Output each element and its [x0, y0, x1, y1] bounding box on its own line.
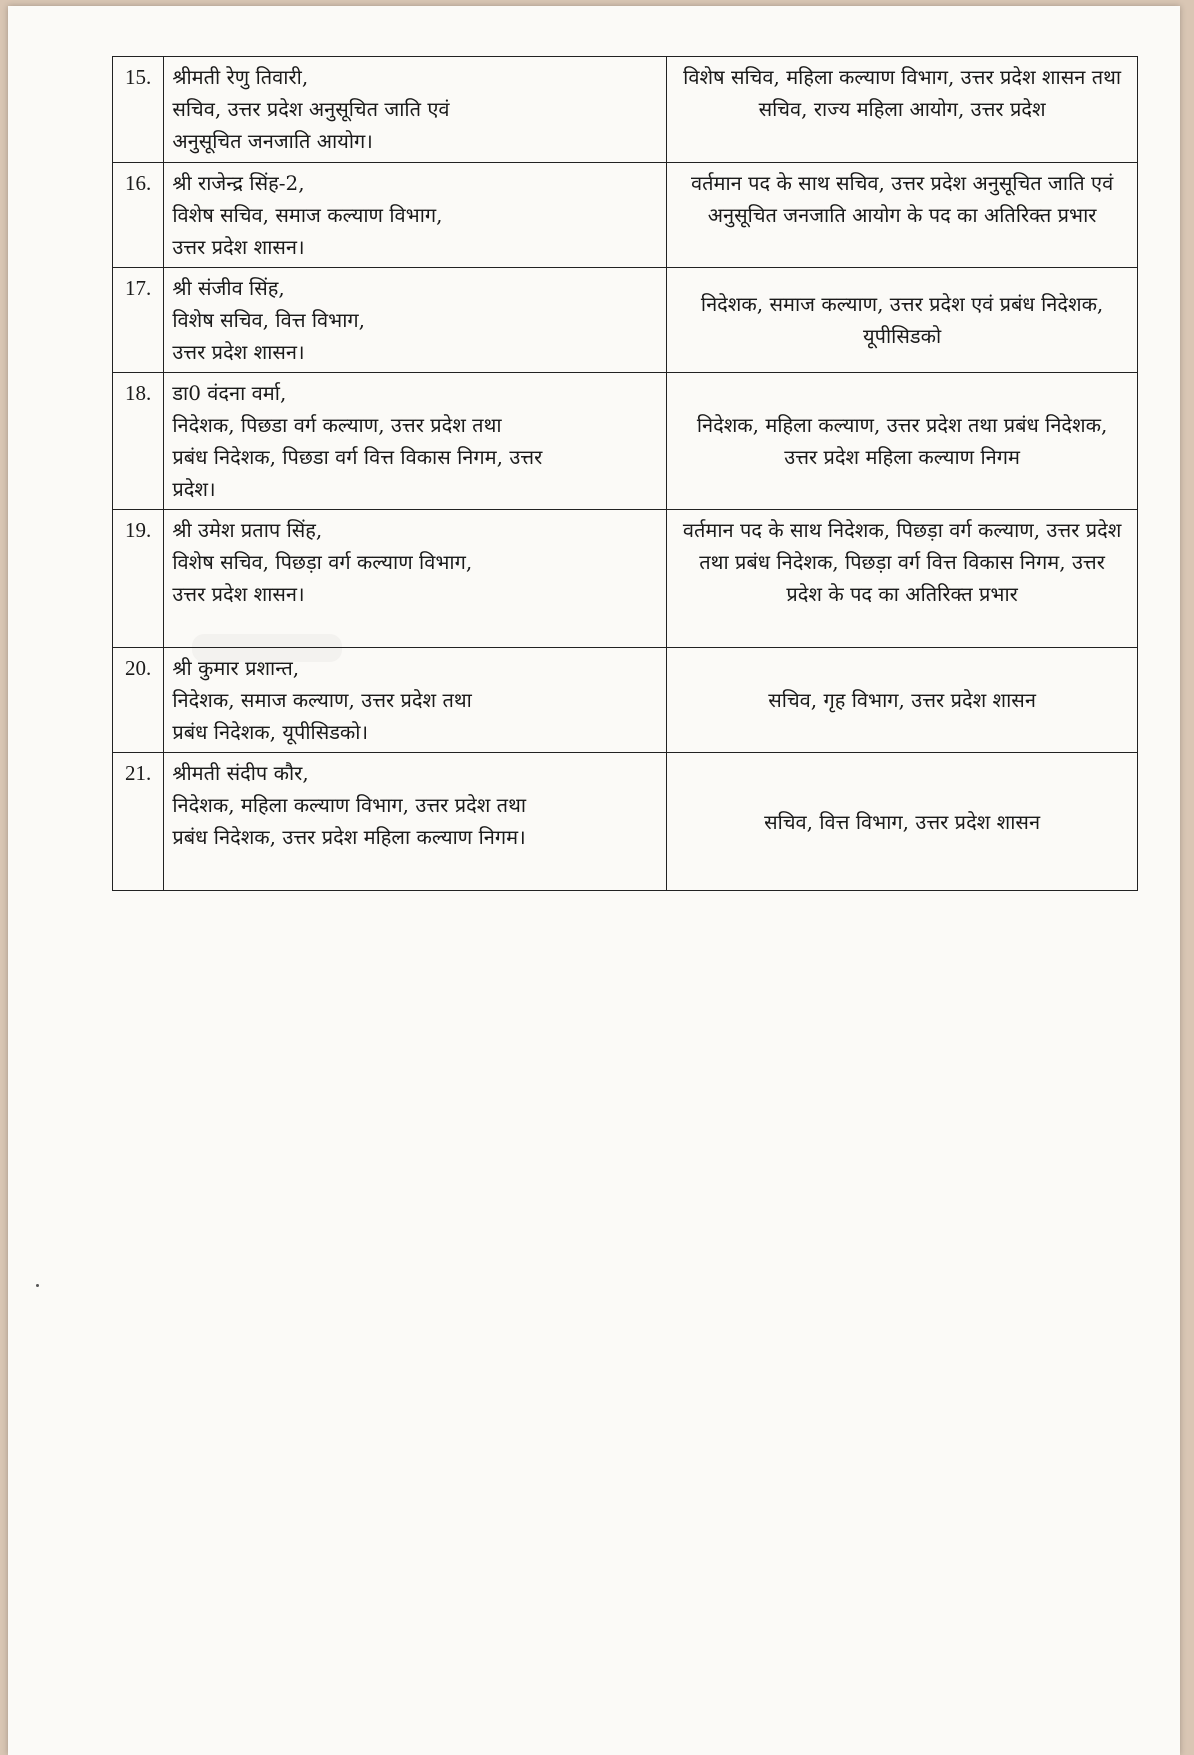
current-post-line: निदेशक, समाज कल्याण, उत्तर प्रदेश तथा — [172, 688, 472, 712]
serial-number: 15. — [113, 57, 164, 163]
current-post-cell — [164, 373, 667, 510]
officer-name: डा0 वंदना वर्मा, — [172, 381, 287, 405]
new-post-cell: निदेशक, समाज कल्याण, उत्तर प्रदेश एवं प्रबंध निदेशक, यूपीसिडको — [667, 268, 1138, 373]
officer-name: श्री राजेन्द्र सिंह-2, — [172, 171, 305, 195]
current-post-line: प्रबंध निदेशक, यूपीसिडको। — [172, 720, 369, 744]
officer-name: श्रीमती संदीप कौर, — [172, 761, 309, 785]
new-post-cell: सचिव, वित्त विभाग, उत्तर प्रदेश शासन — [667, 753, 1138, 891]
current-post-cell — [164, 648, 667, 753]
table-row — [113, 268, 1138, 373]
current-post-cell — [164, 268, 667, 373]
transfer-orders-table — [112, 56, 1138, 891]
officer-name: श्रीमती रेणु तिवारी, — [172, 65, 309, 89]
table-row — [113, 163, 1138, 268]
paper-speck — [36, 1284, 39, 1287]
table-row — [113, 648, 1138, 753]
new-post-cell: निदेशक, महिला कल्याण, उत्तर प्रदेश तथा प्रबंध निदेशक, उत्तर प्रदेश महिला कल्याण निगम — [667, 373, 1138, 510]
serial-number: 19. — [113, 510, 164, 648]
current-post-line: उत्तर प्रदेश शासन। — [172, 235, 305, 259]
new-post-cell: वर्तमान पद के साथ सचिव, उत्तर प्रदेश अनुसूचित जाति एवं अनुसूचित जनजाति आयोग के पद का अतिरिक्त प्रभार — [667, 163, 1138, 268]
serial-number: 20. — [113, 648, 164, 753]
new-post-cell: वर्तमान पद के साथ निदेशक, पिछड़ा वर्ग कल्याण, उत्तर प्रदेश तथा प्रबंध निदेशक, पिछड़ा वर्ग वित्त विकास निगम, उत्तर प्रदेश के पद का अतिरिक्त प्रभार — [667, 510, 1138, 648]
new-post-cell: विशेष सचिव, महिला कल्याण विभाग, उत्तर प्रदेश शासन तथा सचिव, राज्य महिला आयोग, उत्तर प्रदेश — [667, 57, 1138, 163]
current-post-line: निदेशक, महिला कल्याण विभाग, उत्तर प्रदेश तथा — [172, 793, 527, 817]
serial-number: 18. — [113, 373, 164, 510]
officer-name: श्री कुमार प्रशान्त, — [172, 656, 300, 680]
current-post-line: निदेशक, पिछडा वर्ग कल्याण, उत्तर प्रदेश तथा — [172, 413, 502, 437]
officer-name: श्री संजीव सिंह, — [172, 276, 285, 300]
current-post-line: प्रदेश। — [172, 477, 216, 501]
current-post-line: विशेष सचिव, वित्त विभाग, — [172, 308, 366, 332]
officer-name: श्री उमेश प्रताप सिंह, — [172, 518, 323, 542]
current-post-line: प्रबंध निदेशक, पिछडा वर्ग वित्त विकास निगम, उत्तर — [172, 445, 543, 469]
table-row — [113, 373, 1138, 510]
current-post-line: उत्तर प्रदेश शासन। — [172, 582, 305, 606]
current-post-line: उत्तर प्रदेश शासन। — [172, 340, 305, 364]
current-post-cell — [164, 57, 667, 163]
table-row — [113, 57, 1138, 163]
current-post-cell — [164, 753, 667, 891]
current-post-line: विशेष सचिव, पिछड़ा वर्ग कल्याण विभाग, — [172, 550, 473, 574]
current-post-line: सचिव, उत्तर प्रदेश अनुसूचित जाति एवं — [172, 97, 450, 121]
current-post-line: विशेष सचिव, समाज कल्याण विभाग, — [172, 203, 443, 227]
current-post-cell — [164, 163, 667, 268]
serial-number: 16. — [113, 163, 164, 268]
table-row — [113, 753, 1138, 891]
serial-number: 21. — [113, 753, 164, 891]
new-post-cell: सचिव, गृह विभाग, उत्तर प्रदेश शासन — [667, 648, 1138, 753]
table-row — [113, 510, 1138, 648]
current-post-line: प्रबंध निदेशक, उत्तर प्रदेश महिला कल्याण निगम। — [172, 825, 526, 849]
current-post-line: अनुसूचित जनजाति आयोग। — [172, 129, 373, 153]
current-post-cell — [164, 510, 667, 648]
serial-number: 17. — [113, 268, 164, 373]
